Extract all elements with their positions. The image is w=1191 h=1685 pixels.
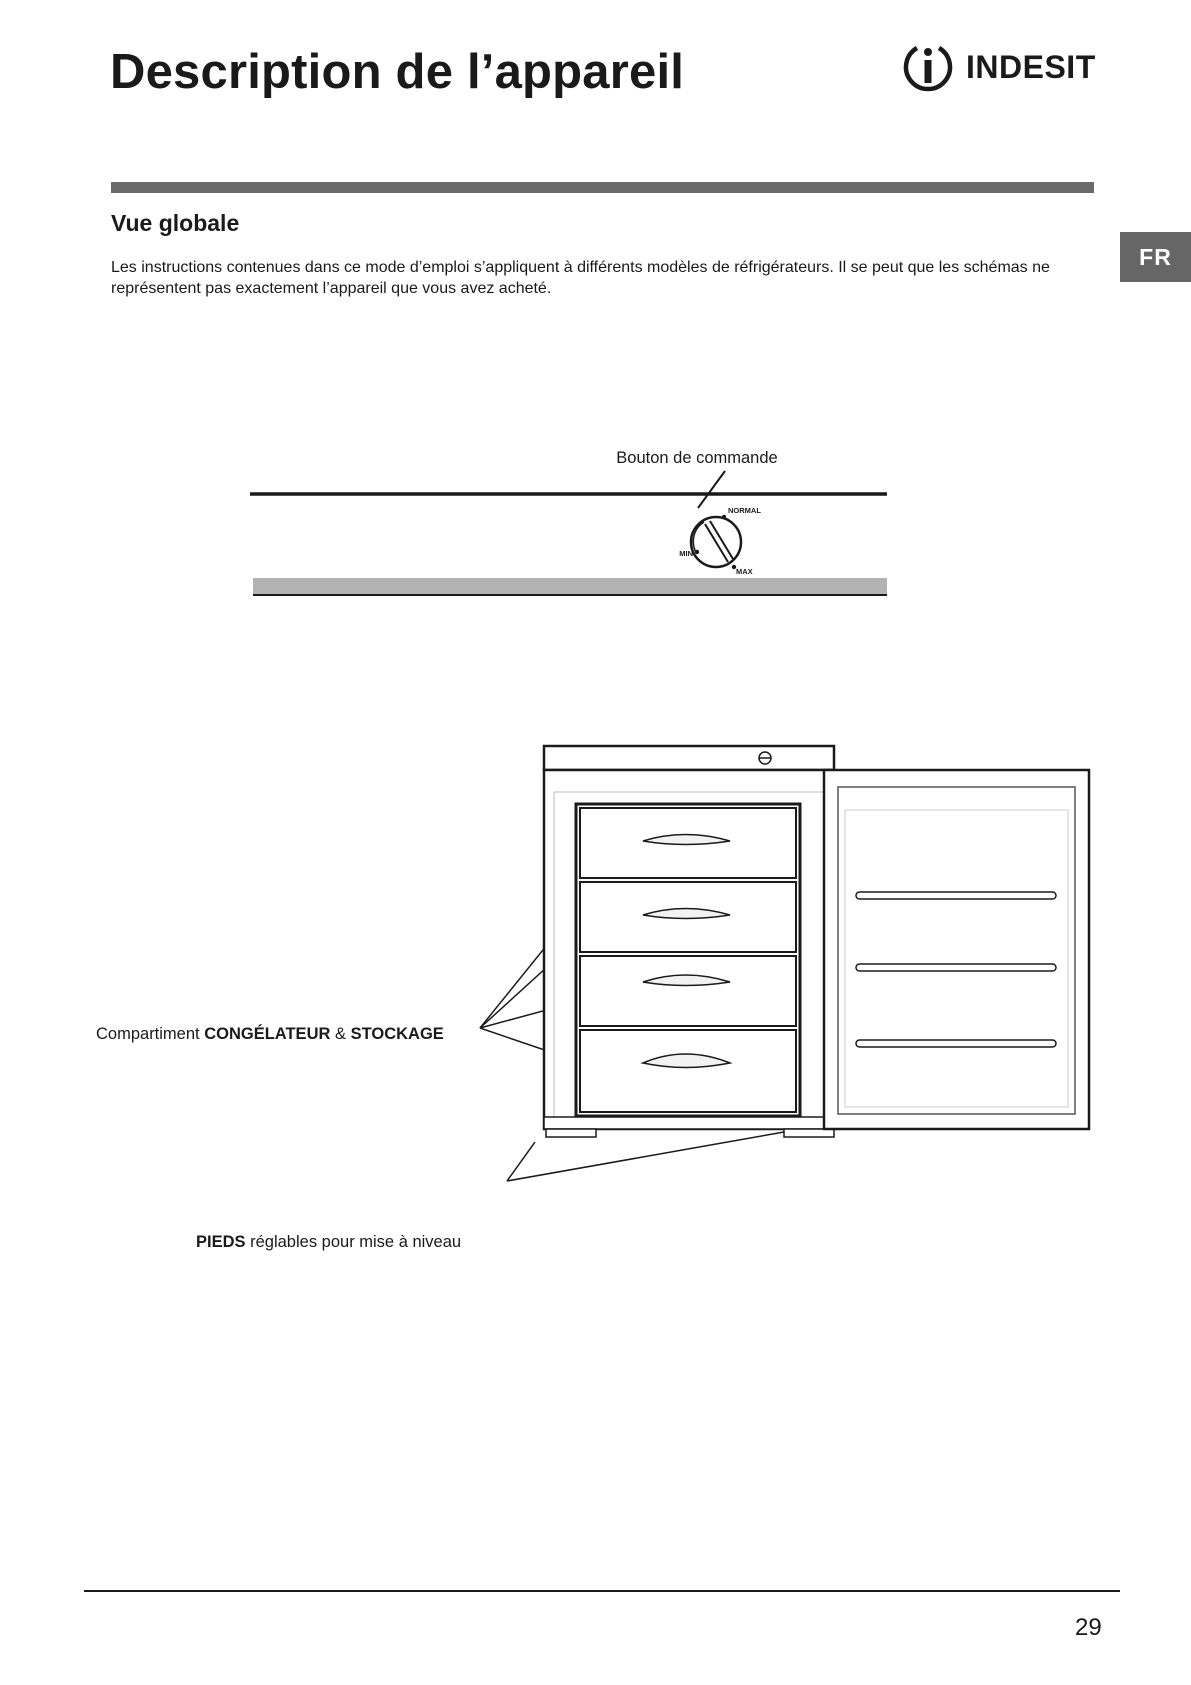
language-tab — [1120, 232, 1191, 282]
page-number: 29 — [1075, 1614, 1102, 1641]
freezer-compartment-label — [96, 1025, 444, 1044]
section-title: Vue globale — [111, 210, 240, 236]
freezer-cabinet — [544, 746, 834, 1137]
door-shelf-1 — [856, 892, 1056, 899]
adjustable-feet-label — [196, 1233, 461, 1252]
lock-icon — [759, 752, 771, 764]
thermostat-knob-icon — [691, 515, 741, 569]
feet-label-rest: réglables pour mise à niveau — [245, 1233, 462, 1251]
header-divider — [111, 182, 1094, 193]
dial-mark-normal: NORMAL — [728, 506, 761, 515]
dial-mark-min: MIN — [679, 549, 693, 558]
freezer-label-bold-2: STOCKAGE — [350, 1025, 444, 1043]
dial-mark-max: MAX — [736, 567, 753, 576]
cabinet-base — [544, 1117, 834, 1129]
feet-leader-lines — [507, 1132, 784, 1181]
language-tab-label: FR — [1139, 243, 1172, 270]
page-title: Description de l’appareil — [110, 45, 685, 99]
brand-logo — [898, 40, 1103, 96]
freezer-label-bold-1: CONGÉLATEUR — [204, 1025, 331, 1043]
drawer-stack — [576, 804, 800, 1116]
intro-paragraph: Les instructions contenues dans ce mode d’emploi s’appliquent à différents modèles de réfrigérateurs. Il se peut que les schémas ne représentent pas exactement l’appareil que vous avez acheté. — [111, 259, 1050, 297]
brand-name: INDESIT — [966, 49, 1096, 85]
footer-divider — [84, 1590, 1120, 1592]
appliance-diagram — [460, 740, 1100, 1260]
knob-leader-line — [698, 471, 725, 508]
feet-label-bold: PIEDS — [196, 1233, 246, 1251]
freezer-label-prefix: Compartiment — [96, 1025, 205, 1043]
panel-strip — [253, 578, 887, 594]
control-panel-diagram — [250, 440, 890, 610]
door-shelf-3 — [856, 1040, 1056, 1047]
freezer-label-mid: & — [330, 1025, 351, 1043]
open-door — [824, 770, 1089, 1129]
info-i-icon — [898, 40, 958, 96]
door-shelf-2 — [856, 964, 1056, 971]
door-outer — [824, 770, 1089, 1129]
cabinet-top — [544, 746, 834, 770]
adjustable-foot-left — [546, 1129, 596, 1137]
control-knob-label: Bouton de commande — [616, 449, 778, 467]
